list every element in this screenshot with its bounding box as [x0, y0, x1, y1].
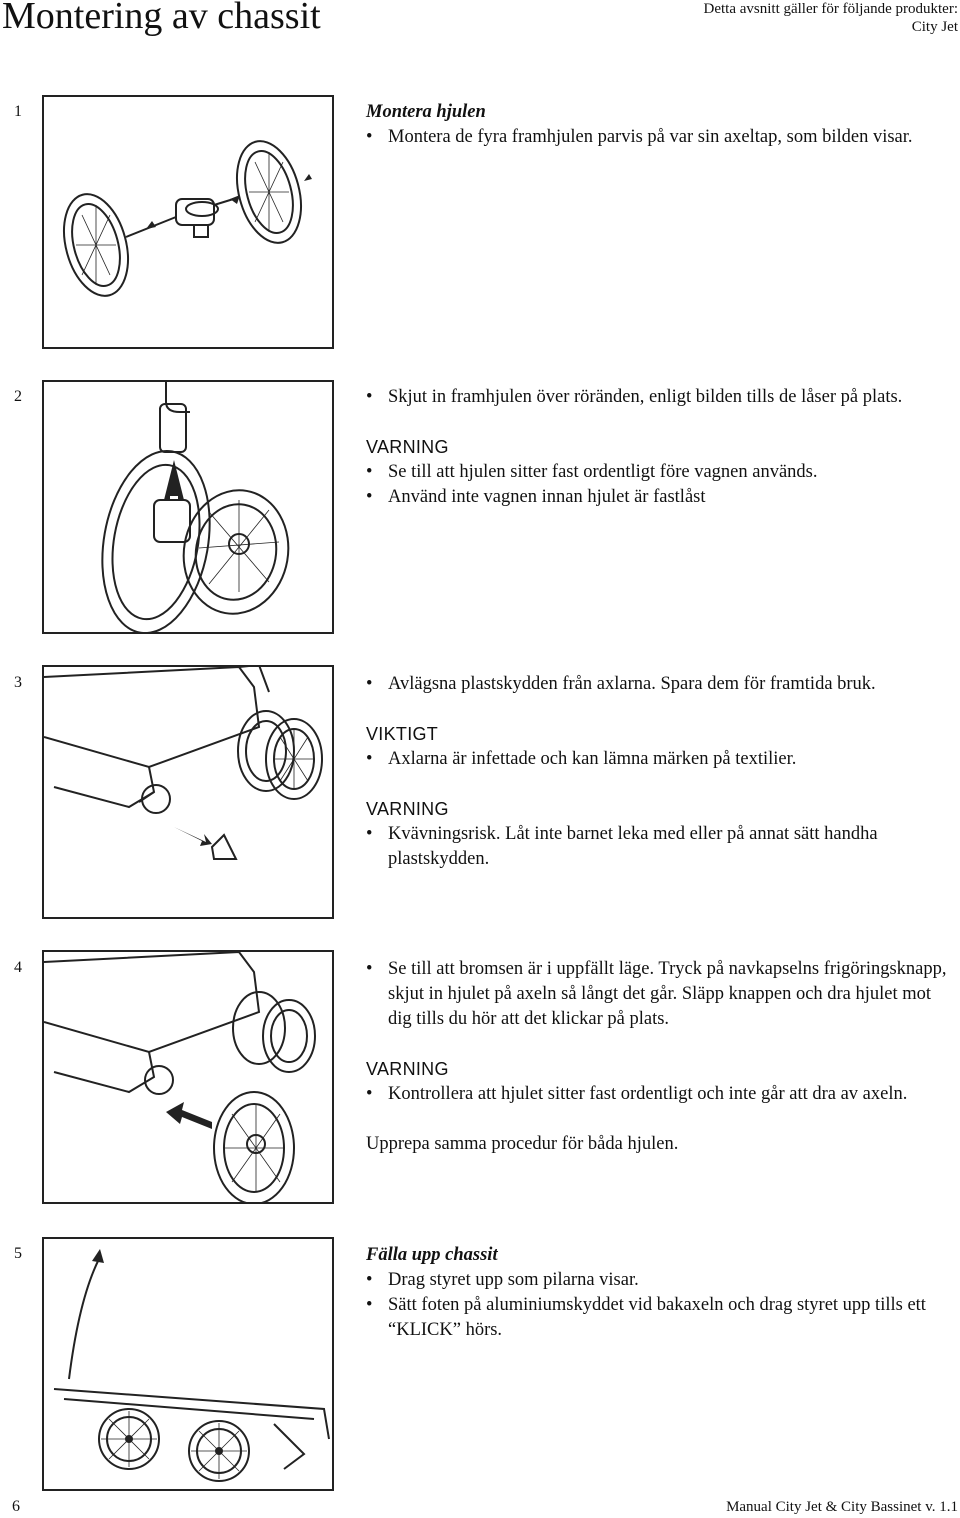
instruction-item: • Avlägsna plastskydden från axlarna. Spara dem för framtida bruk. [366, 672, 951, 697]
step-2-text [366, 385, 951, 510]
product-note-line: Detta avsnitt gäller för följande produkter: [703, 1, 958, 17]
figure-push-wheels [42, 380, 334, 634]
warning-item: • Kontrollera att hjulet sitter fast ordentligt och inte går att dra av axeln. [366, 1082, 951, 1107]
instruction-item: • Skjut in framhjulen över röränden, enligt bilden tills de låser på plats. [366, 385, 951, 410]
important-label: VIKTIGT [366, 724, 439, 744]
figure-attach-rear-wheel [42, 950, 334, 1204]
page-title: Montering av chassit [2, 0, 321, 37]
rear-wheel-illustration [44, 952, 332, 1202]
instruction-item: • Se till att bromsen är i uppfällt läge. Tryck på navkapselns frigöringsknapp, skjut in hjulet på axeln så långt det går. Släpp knappen och dra hjulet mot dig tills du hör att det klickar på plats. [366, 957, 951, 1032]
instruction-item: • Drag styret upp som pilarna visar. [366, 1268, 951, 1293]
front-wheels-illustration [44, 382, 332, 632]
warning-item: • Använd inte vagnen innan hjulet är fastlåst [366, 485, 951, 510]
figure-unfold-chassis [42, 1237, 334, 1491]
figure-remove-covers [42, 665, 334, 919]
step-number: 1 [14, 103, 22, 120]
warning-item: • Se till att hjulen sitter fast ordentligt före vagnen används. [366, 460, 951, 485]
instruction-item: • Montera de fyra framhjulen parvis på var sin axeltap, som bilden visar. [366, 125, 951, 150]
page-number: 6 [12, 1498, 20, 1515]
step-number: 2 [14, 388, 22, 405]
step-1-text [366, 100, 951, 150]
step-3-text [366, 672, 951, 872]
step-number: 3 [14, 674, 22, 691]
instruction-item: • Sätt foten på aluminiumskyddet vid bakaxeln och drag styret upp tills ett “KLICK” hörs. [366, 1293, 951, 1343]
step-heading: Montera hjulen [366, 102, 486, 122]
step-5-text [366, 1243, 951, 1343]
repeat-note: Upprepa samma procedur för båda hjulen. [366, 1134, 679, 1154]
warning-item: • Kvävningsrisk. Låt inte barnet leka med eller på annat sätt handha plastskydden. [366, 822, 951, 872]
step-number: 5 [14, 1245, 22, 1262]
product-name: City Jet [911, 19, 958, 35]
figure-mount-wheels [42, 95, 334, 349]
footer-manual: Manual City Jet & City Bassinet v. 1.1 [726, 1499, 958, 1515]
product-note [704, 0, 959, 36]
folded-chassis-illustration [44, 1239, 332, 1489]
step-heading: Fälla upp chassit [366, 1245, 498, 1265]
important-item: • Axlarna är infettade och kan lämna märken på textilier. [366, 747, 951, 772]
warning-label: VARNING [366, 799, 449, 819]
warning-label: VARNING [366, 437, 449, 457]
step-4-text [366, 957, 951, 1157]
warning-label: VARNING [366, 1059, 449, 1079]
chassis-axle-illustration [44, 667, 332, 917]
wheels-illustration [44, 97, 332, 347]
step-number: 4 [14, 959, 22, 976]
